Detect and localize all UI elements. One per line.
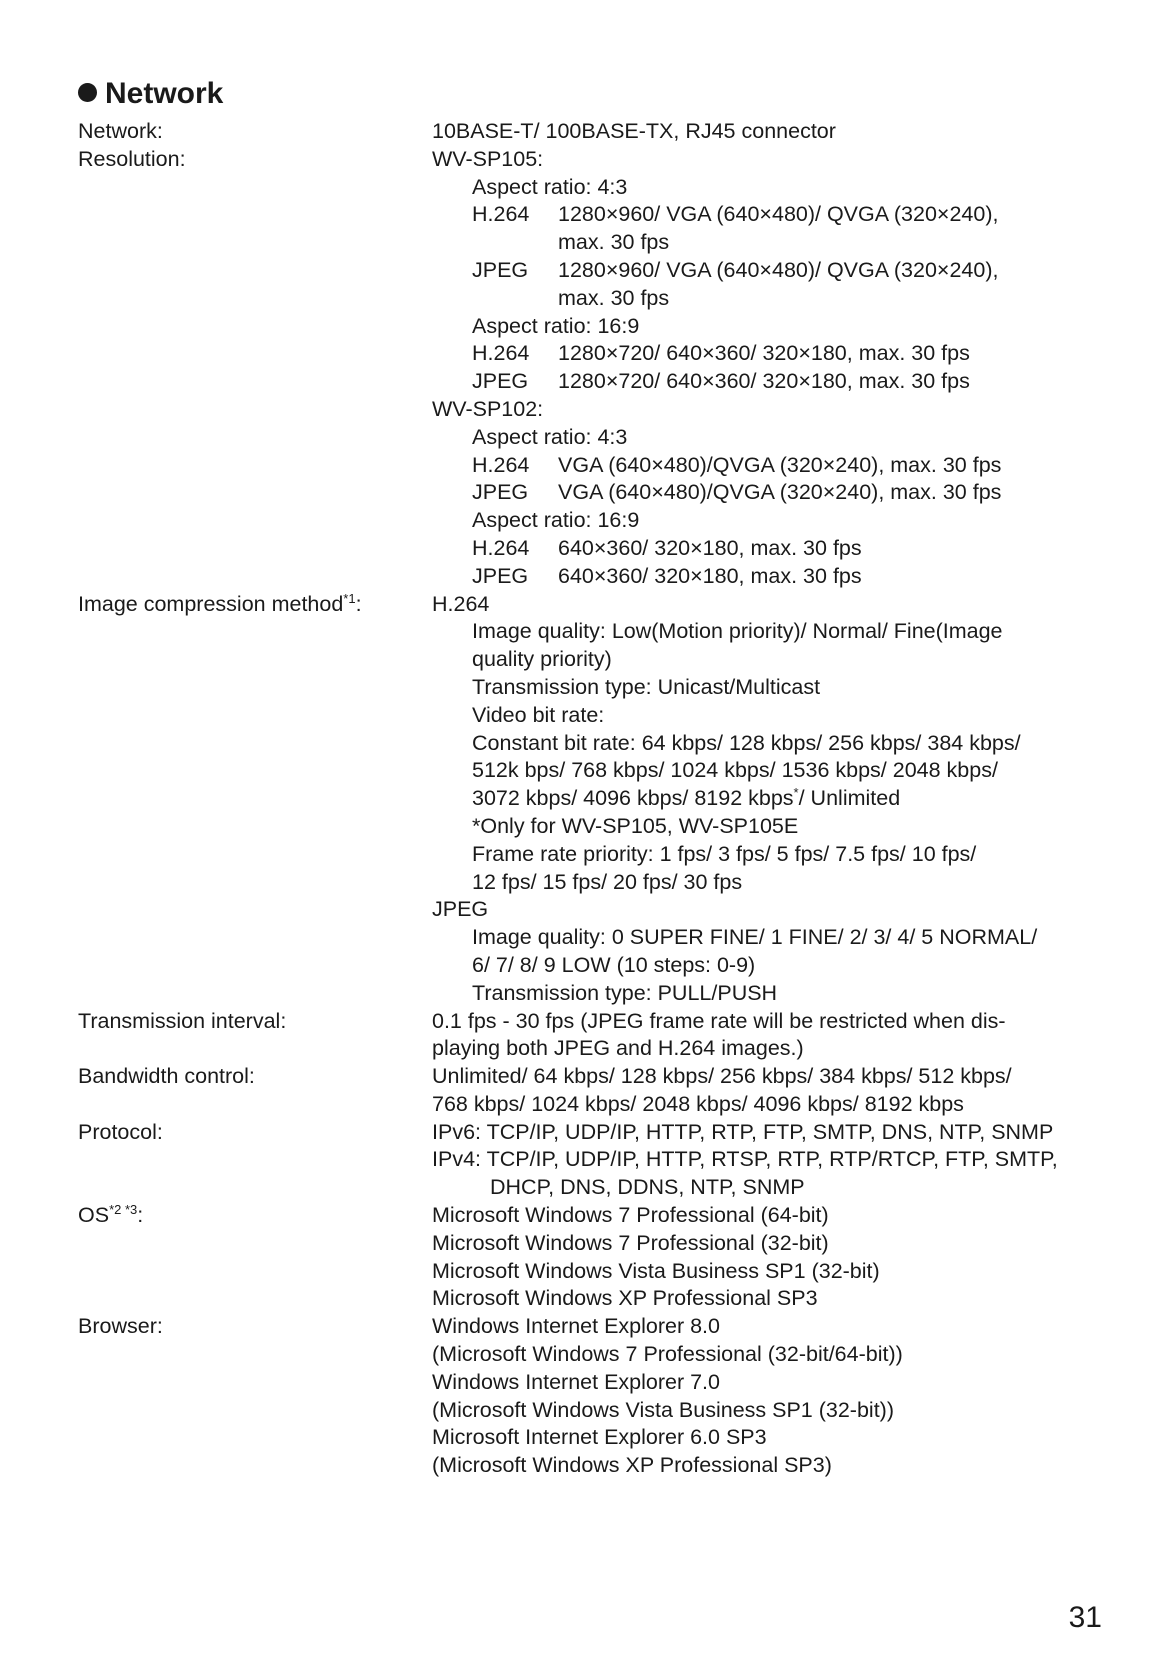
spec-line: quality priority) [472,647,612,672]
aspect-ratio: Aspect ratio: 4:3 [472,424,628,449]
spec-value [432,1119,1098,1202]
spec-line: Microsoft Windows 7 Professional (64-bit) [432,1203,829,1228]
codec-heading: JPEG [432,897,489,922]
aspect-ratio: Aspect ratio: 16:9 [472,313,640,338]
footnote-ref: *2 *3 [109,1202,138,1218]
spec-line: 10BASE-T/ 100BASE-TX, RJ45 connector [432,119,836,143]
spec-line: (Microsoft Windows XP Professional SP3) [432,1453,832,1478]
codec-name: H.264 [472,341,530,366]
codec-continuation: max. 30 fps [558,285,670,310]
spec-value [432,1063,1098,1119]
spec-row-os [78,1202,1098,1313]
spec-line: Video bit rate: [472,702,605,727]
spec-row-browser [78,1313,1098,1480]
spec-line: 512k bps/ 768 kbps/ 1024 kbps/ 1536 kbps/ 2048 kbps/ [472,758,998,783]
spec-line: Microsoft Windows XP Professional SP3 [432,1286,818,1311]
bullet-icon [78,83,97,102]
spec-value [432,146,1098,591]
codec-line [432,535,1098,563]
spec-line-text: 3072 kbps/ 4096 kbps/ 8192 kbps [472,786,794,811]
page-number: 31 [1068,1601,1102,1634]
codec-name: H.264 [472,535,530,560]
model-heading: WV-SP102: [432,396,544,421]
spec-label-text: Image compression method [78,591,344,616]
spec-row-bandwidth [78,1063,1098,1119]
section-title: Network [105,77,224,110]
spec-label-text: OS [78,1203,110,1228]
spec-line: 768 kbps/ 1024 kbps/ 2048 kbps/ 4096 kbps/ 8192 kbps [432,1091,964,1116]
spec-line: Unlimited/ 64 kbps/ 128 kbps/ 256 kbps/ 384 kbps/ 512 kbps/ [432,1064,1012,1089]
spec-line-text: / Unlimited [798,786,901,811]
spec-label: Browser: [78,1314,163,1339]
codec-line [432,201,1098,229]
spec-label: Network: [78,119,163,143]
codec-line [432,479,1098,507]
codec-value: VGA (640×480)/QVGA (320×240), max. 30 fps [558,480,1002,505]
spec-line: Image quality: Low(Motion priority)/ Normal/ Fine(Image [472,619,1003,644]
spec-value [432,591,1098,1008]
spec-line: Transmission type: Unicast/Multicast [472,674,821,699]
spec-line: (Microsoft Windows 7 Professional (32-bit/64-bit)) [432,1342,903,1367]
codec-name: H.264 [472,202,530,227]
spec-line: 0.1 fps - 30 fps (JPEG frame rate will be restricted when dis- [432,1008,1006,1033]
spec-value [432,1202,1098,1313]
spec-row-network [78,118,1098,146]
codec-line [432,340,1098,368]
model-heading: WV-SP105: [432,146,544,171]
spec-row-transmission-interval [78,1008,1098,1064]
spec-label-colon: : [355,591,362,616]
aspect-ratio: Aspect ratio: 4:3 [472,174,628,199]
codec-continuation: max. 30 fps [558,230,670,255]
spec-label: Transmission interval: [78,1008,287,1033]
spec-label-colon: : [137,1203,144,1228]
codec-name: JPEG [472,563,529,588]
codec-value: 1280×960/ VGA (640×480)/ QVGA (320×240), [558,202,999,227]
spec-line: Image quality: 0 SUPER FINE/ 1 FINE/ 2/ 3/ 4/ 5 NORMAL/ [472,925,1038,950]
footnote-ref: *1 [343,590,356,606]
spec-label: Bandwidth control: [78,1064,255,1089]
spec-label [78,1202,432,1230]
spec-line: Windows Internet Explorer 8.0 [432,1314,720,1339]
spec-line: Transmission type: PULL/PUSH [472,980,778,1005]
spec-row-compression [78,591,1098,1008]
footnote-note: *Only for WV-SP105, WV-SP105E [472,813,799,838]
spec-line: DHCP, DNS, DDNS, NTP, SNMP [490,1175,805,1200]
codec-line [432,563,1098,591]
codec-name: JPEG [472,369,529,394]
spec-value [432,1008,1098,1064]
spec-value [432,1313,1098,1480]
spec-label: Protocol: [78,1119,163,1144]
codec-value: 1280×720/ 640×360/ 320×180, max. 30 fps [558,369,970,394]
spec-label [78,591,432,619]
spec-line: Microsoft Windows Vista Business SP1 (32-bit) [432,1258,880,1283]
section-heading [78,74,223,114]
spec-line [432,785,1098,813]
spec-table [78,118,1098,1480]
codec-line [432,257,1098,285]
codec-name: H.264 [472,452,530,477]
codec-value: 1280×720/ 640×360/ 320×180, max. 30 fps [558,341,970,366]
spec-row-protocol [78,1119,1098,1202]
spec-line: IPv6: TCP/IP, UDP/IP, HTTP, RTP, FTP, SMTP, DNS, NTP, SNMP [432,1119,1054,1144]
spec-value [432,118,1098,146]
spec-line: 12 fps/ 15 fps/ 20 fps/ 30 fps [472,869,743,894]
spec-line: (Microsoft Windows Vista Business SP1 (32-bit)) [432,1397,894,1422]
spec-line: playing both JPEG and H.264 images.) [432,1036,804,1061]
footnote-ref: * [793,785,799,801]
aspect-ratio: Aspect ratio: 16:9 [472,508,640,533]
spec-line: Microsoft Internet Explorer 6.0 SP3 [432,1425,767,1450]
codec-value: 1280×960/ VGA (640×480)/ QVGA (320×240), [558,257,999,282]
codec-line [432,452,1098,480]
spec-label: Resolution: [78,146,186,171]
spec-line: Frame rate priority: 1 fps/ 3 fps/ 5 fps/ 7.5 fps/ 10 fps/ [472,841,977,866]
codec-name: JPEG [472,257,529,282]
codec-name: JPEG [472,480,529,505]
codec-line [432,368,1098,396]
spec-line: IPv4: TCP/IP, UDP/IP, HTTP, RTSP, RTP, RTP/RTCP, FTP, SMTP, [432,1147,1058,1172]
codec-value: 640×360/ 320×180, max. 30 fps [558,563,862,588]
spec-line: Windows Internet Explorer 7.0 [432,1369,720,1394]
codec-value: VGA (640×480)/QVGA (320×240), max. 30 fps [558,452,1002,477]
codec-value: 640×360/ 320×180, max. 30 fps [558,535,862,560]
codec-heading: H.264 [432,591,490,616]
spec-row-resolution [78,146,1098,591]
spec-line: Microsoft Windows 7 Professional (32-bit) [432,1230,829,1255]
spec-line: Constant bit rate: 64 kbps/ 128 kbps/ 256 kbps/ 384 kbps/ [472,730,1021,755]
spec-line: 6/ 7/ 8/ 9 LOW (10 steps: 0-9) [472,952,756,977]
